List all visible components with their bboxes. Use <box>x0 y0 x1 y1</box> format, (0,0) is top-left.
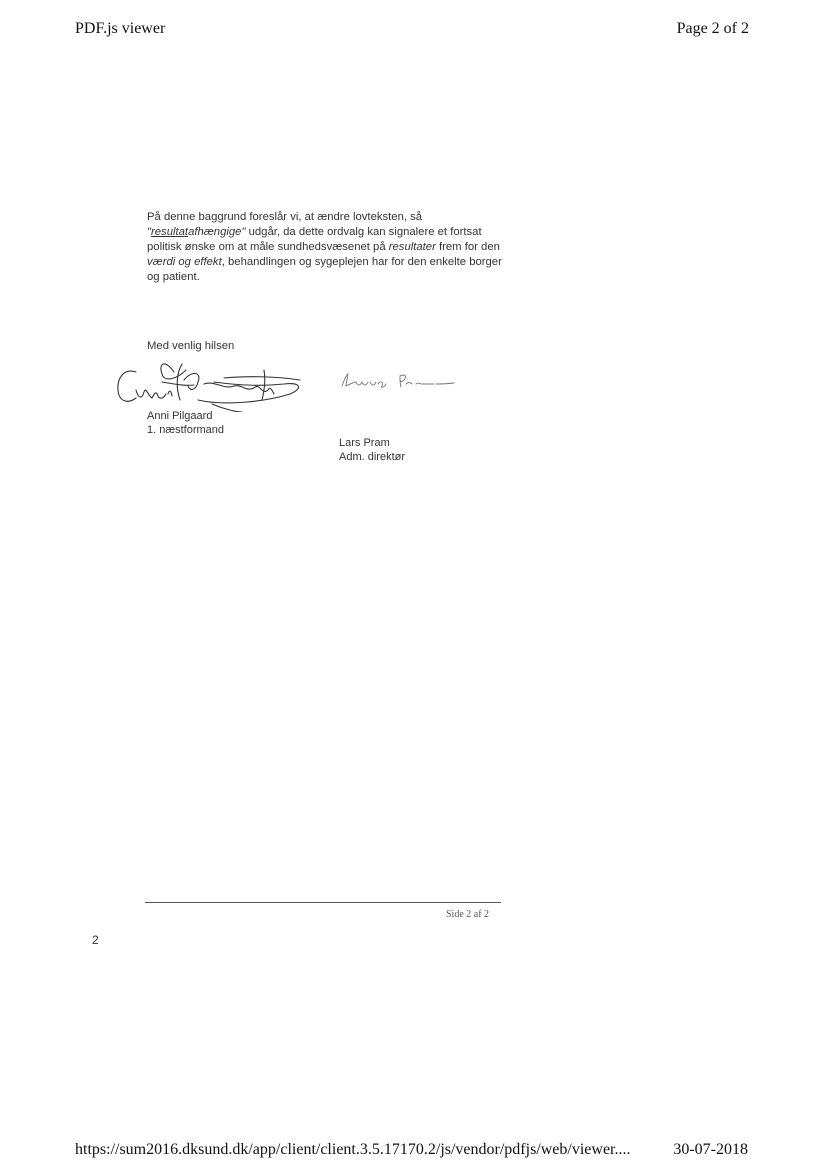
paragraph-part2: udgår, da dette ordvalg kan signalere et fortsat politisk ønske om at måle sundhedsvæsenet på <box>147 226 482 253</box>
signatory-2-title: Adm. direktør <box>339 451 406 463</box>
term-emphasis: resultat <box>151 226 189 238</box>
quote-close: " <box>241 226 246 238</box>
print-date: 30-07-2018 <box>673 1141 748 1158</box>
source-url: https://sum2016.dksund.dk/app/client/client.3.5.17170.2/js/vendor/pdfjs/web/viewer.... <box>75 1141 631 1158</box>
letter-paragraph <box>147 210 507 285</box>
page-indicator: Page 2 of 2 <box>676 20 749 37</box>
signatory-1-title: 1. næstformand <box>147 424 225 436</box>
paragraph-part4: , behandlingen og sygeplejen har for den enkelte borger og patient. <box>147 256 502 283</box>
greeting: Med venlig hilsen <box>147 340 235 352</box>
signatory-1-name: Anni Pilgaard <box>147 410 213 422</box>
signatory-1 <box>147 409 224 437</box>
app-title: PDF.js viewer <box>75 20 166 37</box>
paragraph-part3: frem for den <box>435 241 500 253</box>
paragraph-part1: På denne baggrund foreslår vi, at ændre lovteksten, så <box>147 211 423 223</box>
signatory-2 <box>339 436 405 464</box>
signature-lars-pram <box>338 370 463 392</box>
term-rest: afhængige <box>188 226 242 238</box>
footer-divider <box>145 902 501 903</box>
footer-side-label: Side 2 af 2 <box>446 909 490 920</box>
word-results: resultater <box>388 241 436 253</box>
signature-anni-pilgaard <box>114 360 309 412</box>
quote-open: " <box>147 226 152 238</box>
phrase-value: værdi og effekt <box>147 256 222 268</box>
page-number: 2 <box>92 933 99 947</box>
signatory-2-name: Lars Pram <box>339 437 390 449</box>
